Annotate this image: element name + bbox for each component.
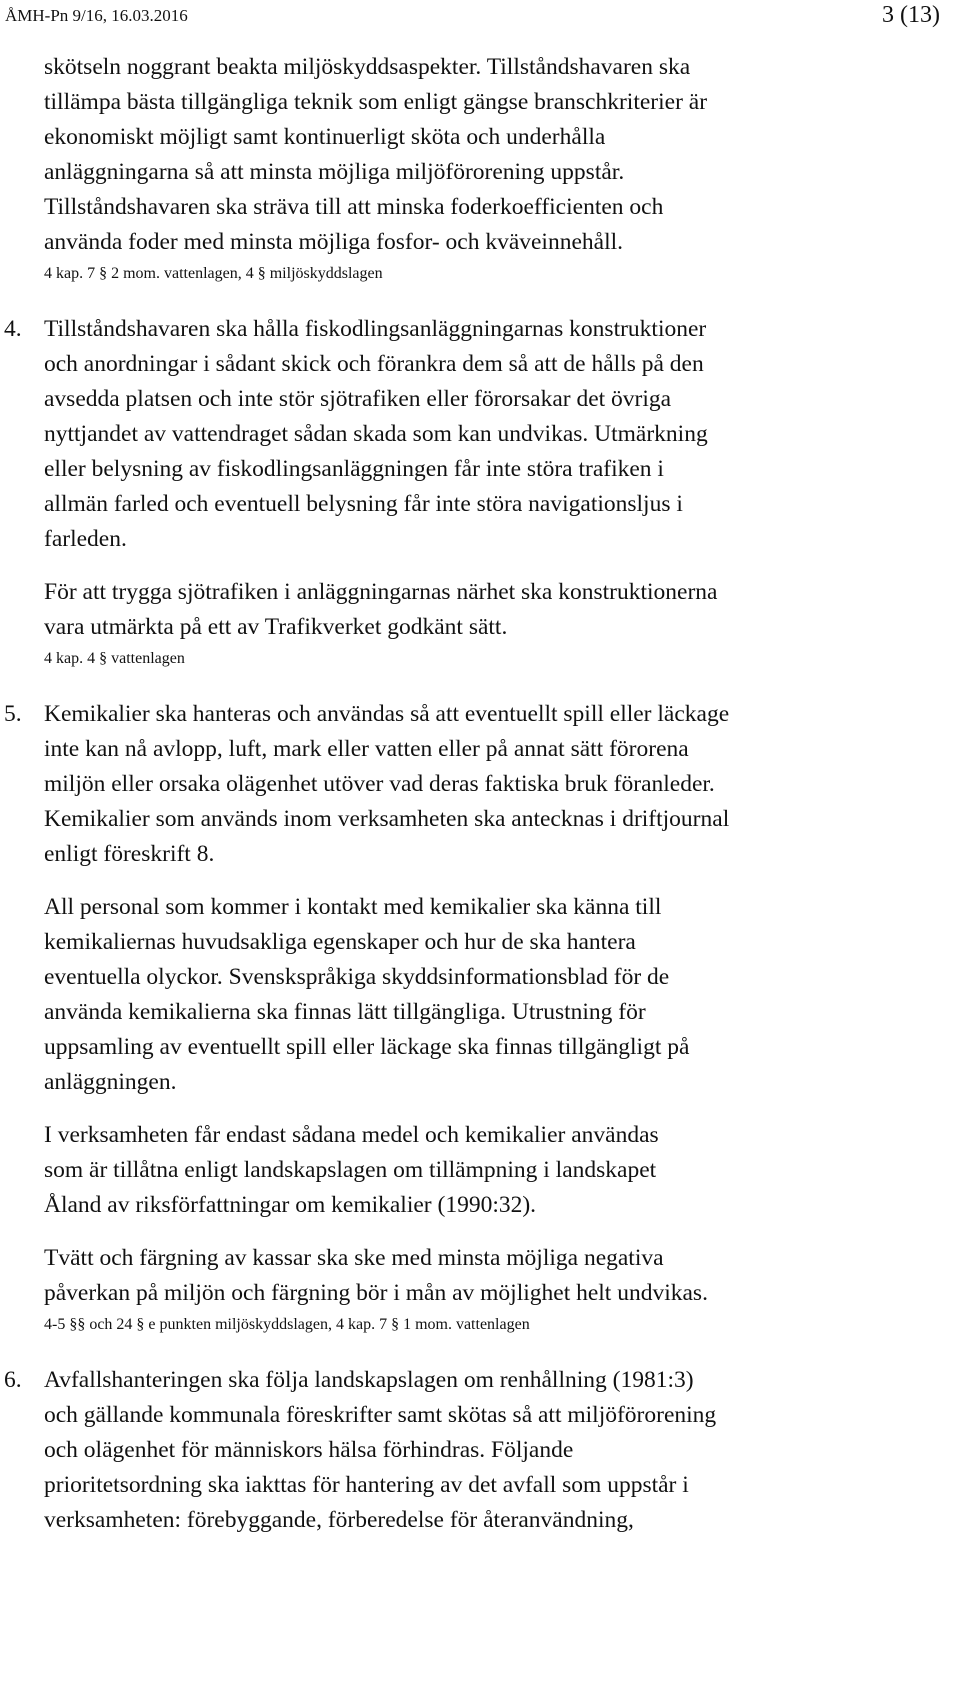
legal-reference: 4-5 §§ och 24 § e punkten miljöskyddslagen, 4 kap. 7 § 1 mom. vattenlagen	[44, 1316, 530, 1333]
list-item-4	[4, 312, 944, 671]
text-line: Åland av riksförfattningar om kemikalier (1990:32).	[44, 1192, 537, 1218]
text-line: farleden.	[44, 526, 127, 552]
item-number: 6.	[4, 1367, 22, 1393]
text-line: eventuella olyckor. Svenskspråkiga skyddsinformationsblad för de	[44, 964, 670, 990]
text-line: påverkan på miljön och färgning bör i mån av möjlighet helt undvikas.	[44, 1280, 708, 1306]
list-item-5	[4, 697, 944, 1337]
text-line: allmän farled och eventuell belysning får inte störa navigationsljus i	[44, 491, 683, 517]
text-line: uppsamling av eventuellt spill eller läckage ska finnas tillgängligt på	[44, 1034, 690, 1060]
text-line: som är tillåtna enligt landskapslagen om tillämpning i landskapet	[44, 1157, 657, 1183]
legal-reference: 4 kap. 7 § 2 mom. vattenlagen, 4 § miljöskyddslagen	[44, 265, 383, 282]
text-line: avsedda platsen och inte stör sjötrafiken eller förorsakar det övriga	[44, 386, 672, 412]
text-line: Kemikalier som används inom verksamheten ska antecknas i driftjournal	[44, 806, 730, 832]
text-line: skötseln noggrant beakta miljöskyddsaspekter. Tillståndshavaren ska	[44, 54, 691, 80]
text-line: och olägenhet för människors hälsa förhindras. Följande	[44, 1437, 574, 1463]
text-line: Tillståndshavaren ska sträva till att minska foderkoefficienten och	[44, 194, 664, 220]
text-line: Kemikalier ska hanteras och användas så att eventuellt spill eller läckage	[44, 701, 730, 727]
item-number: 4.	[4, 316, 22, 342]
page-number: 3 (13)	[882, 2, 940, 28]
text-line: eller belysning av fiskodlingsanläggningen får inte störa trafiken i	[44, 456, 664, 482]
text-line: tillämpa bästa tillgängliga teknik som enligt gängse branschkriterier är	[44, 89, 708, 115]
text-line: verksamheten: förebyggande, förberedelse för återanvändning,	[44, 1507, 634, 1533]
text-line: Tvätt och färgning av kassar ska ske med minsta möjliga negativa	[44, 1245, 664, 1271]
page-header-left: ÅMH-Pn 9/16, 16.03.2016	[5, 6, 188, 25]
text-line: och gällande kommunala föreskrifter samt skötas så att miljöförorening	[44, 1402, 717, 1428]
text-line: enligt föreskrift 8.	[44, 841, 215, 867]
text-line: inte kan nå avlopp, luft, mark eller vatten eller på annat sätt förorena	[44, 736, 689, 762]
text-line: kemikaliernas huvudsakliga egenskaper och hur de ska hantera	[44, 929, 636, 955]
text-line: Avfallshanteringen ska följa landskapslagen om renhållning (1981:3)	[44, 1367, 694, 1393]
text-line: prioritetsordning ska iakttas för hantering av det avfall som uppstår i	[44, 1472, 689, 1498]
text-line: anläggningarna så att minsta möjliga miljöförorening uppstår.	[44, 159, 625, 185]
list-item-6	[4, 1363, 944, 1538]
legal-reference: 4 kap. 4 § vattenlagen	[44, 650, 185, 667]
paragraph-top	[44, 50, 944, 260]
text-line: och anordningar i sådant skick och förankra dem så att de hålls på den	[44, 351, 704, 377]
text-line: använda foder med minsta möjliga fosfor- och kväveinnehåll.	[44, 229, 624, 255]
paragraph	[44, 312, 944, 557]
paragraph	[44, 575, 944, 645]
text-line: I verksamheten får endast sådana medel och kemikalier användas	[44, 1122, 659, 1148]
item-number: 5.	[4, 701, 22, 727]
paragraph	[44, 1118, 944, 1223]
text-line: miljön eller orsaka olägenhet utöver vad deras faktiska bruk föranleder.	[44, 771, 715, 797]
text-line: All personal som kommer i kontakt med kemikalier ska känna till	[44, 894, 662, 920]
text-line: ekonomiskt möjligt samt kontinuerligt sköta och underhålla	[44, 124, 606, 150]
text-line: anläggningen.	[44, 1069, 177, 1095]
document-body	[4, 50, 944, 1538]
text-line: nyttjandet av vattendraget sådan skada som kan undvikas. Utmärkning	[44, 421, 708, 447]
text-line: vara utmärkta på ett av Trafikverket godkänt sätt.	[44, 614, 508, 640]
paragraph	[44, 1241, 944, 1311]
paragraph	[44, 1363, 944, 1538]
text-line: Tillståndshavaren ska hålla fiskodlingsanläggningarnas konstruktioner	[44, 316, 707, 342]
paragraph	[44, 697, 944, 872]
paragraph	[44, 890, 944, 1100]
text-line: använda kemikalierna ska finnas lätt tillgängliga. Utrustning för	[44, 999, 646, 1025]
text-line: För att trygga sjötrafiken i anläggningarnas närhet ska konstruktionerna	[44, 579, 718, 605]
